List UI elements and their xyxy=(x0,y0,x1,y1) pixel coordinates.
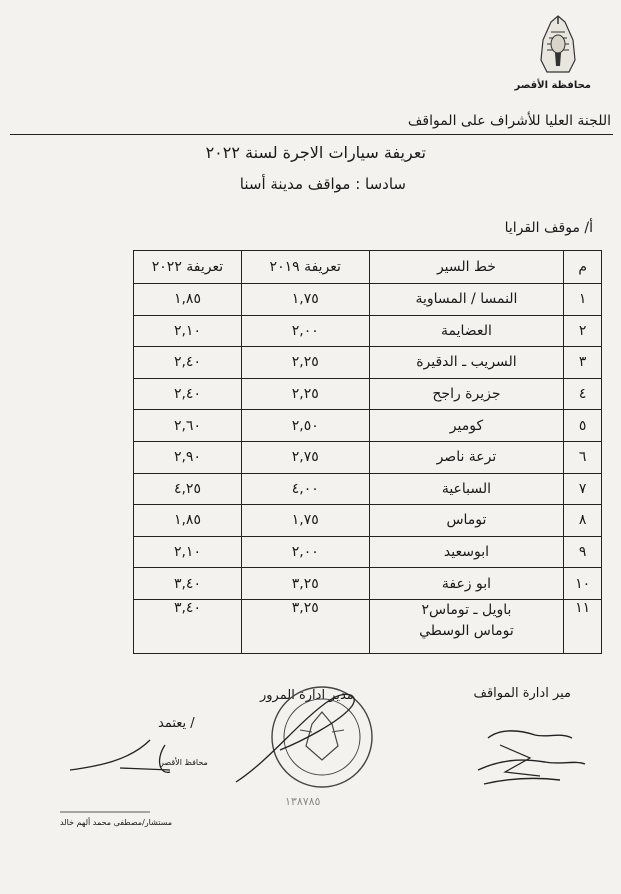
row-route: العضايمة xyxy=(369,315,564,347)
row-fare-2022: ٢,١٠ xyxy=(134,315,242,347)
document-subtitle: سادسا : مواقف مدينة أسنا xyxy=(239,175,406,193)
row-route: ابو زعفة xyxy=(369,568,564,600)
row-route: كومير xyxy=(369,410,564,442)
row-fare-2022: ٢,٦٠ xyxy=(134,410,242,442)
governor-signature xyxy=(70,740,170,772)
row-route: ابوسعيد xyxy=(369,536,564,568)
row-fare-2022: ٢,١٠ xyxy=(134,536,242,568)
row-num: ٦ xyxy=(564,441,602,473)
governor-line: محافظ الأقصر xyxy=(160,758,208,767)
row-num: ٨ xyxy=(564,505,602,537)
row-fare-2019: ١,٧٥ xyxy=(241,284,369,316)
row-route: السريب ـ الدقيرة xyxy=(369,347,564,379)
row-fare-2022: ٣,٤٠ xyxy=(134,599,242,653)
approved-label: يعتمد / xyxy=(158,716,195,731)
row-route-line2: توماس الوسطي xyxy=(419,622,514,639)
row-num: ٩ xyxy=(564,536,602,568)
row-fare-2019: ٢,٥٠ xyxy=(241,410,369,442)
row-route: النمسا / المساوية xyxy=(369,284,564,316)
row-fare-2019: ٣,٢٥ xyxy=(241,599,369,653)
row-num: ٤ xyxy=(564,378,602,410)
row-route: جزيرة راجح xyxy=(369,378,564,410)
row-fare-2019: ٢,٠٠ xyxy=(241,315,369,347)
header-fare-2022: تعريفة ٢٠٢٢ xyxy=(134,251,242,284)
section-label: أ/ موقف القرايا xyxy=(504,220,593,236)
row-num: ٣ xyxy=(564,347,602,379)
row-fare-2019: ٣,٢٥ xyxy=(241,568,369,600)
row-fare-2019: ٢,٢٥ xyxy=(241,347,369,379)
row-fare-2022: ٢,٩٠ xyxy=(134,441,242,473)
stamp-number: ١٣٨٧٨٥ xyxy=(285,795,321,808)
row-route: توماس xyxy=(369,505,564,537)
row-fare-2022: ١,٨٥ xyxy=(134,284,242,316)
advisor-name: مستشار/مصطفى محمد ألهم خالد xyxy=(60,818,173,827)
row-fare-2019: ١,٧٥ xyxy=(241,505,369,537)
row-fare-2022: ٢,٤٠ xyxy=(134,378,242,410)
parking-manager-signature xyxy=(478,731,585,784)
row-fare-2022: ١,٨٥ xyxy=(134,505,242,537)
row-num: ٢ xyxy=(564,315,602,347)
row-fare-2022: ٣,٤٠ xyxy=(134,568,242,600)
row-num: ١١ xyxy=(564,599,602,653)
row-fare-2022: ٤,٢٥ xyxy=(134,473,242,505)
header-num: م xyxy=(564,251,602,284)
row-fare-2019: ٢,٠٠ xyxy=(241,536,369,568)
header-route: خط السير xyxy=(369,251,564,284)
row-route: ترعة ناصر xyxy=(369,441,564,473)
row-num: ١٠ xyxy=(564,568,602,600)
row-fare-2022: ٢,٤٠ xyxy=(134,347,242,379)
document-title: تعريفة سيارات الاجرة لسنة ٢٠٢٢ xyxy=(205,143,426,162)
row-route: السباعية xyxy=(369,473,564,505)
governorate-name: محافظة الأقصر xyxy=(514,80,591,91)
traffic-director-label: مدير ادارة المرور xyxy=(260,688,354,703)
director-signature xyxy=(236,694,354,782)
committee-heading: اللجنة العليا للأشراف على المواقف xyxy=(407,113,611,129)
header-fare-2019: تعريفة ٢٠١٩ xyxy=(241,251,369,284)
row-num: ١ xyxy=(564,284,602,316)
parking-manager-label: مير ادارة المواقف xyxy=(473,686,571,701)
row-fare-2019: ٢,٢٥ xyxy=(241,378,369,410)
row-fare-2019: ٢,٧٥ xyxy=(241,441,369,473)
row-fare-2019: ٤,٠٠ xyxy=(241,473,369,505)
row-route-line1: باويل ـ توماس٢ xyxy=(421,601,512,618)
row-num: ٥ xyxy=(564,410,602,442)
row-num: ٧ xyxy=(564,473,602,505)
